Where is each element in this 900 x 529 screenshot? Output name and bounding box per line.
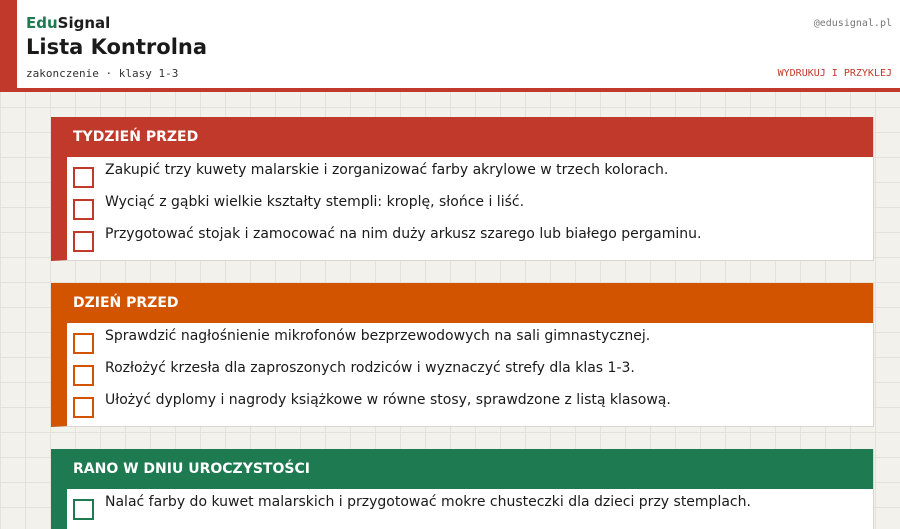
checkbox[interactable] xyxy=(73,167,94,188)
checklist-item xyxy=(67,489,873,521)
checkbox[interactable] xyxy=(73,397,94,418)
section-morning-of xyxy=(51,449,874,529)
checkbox[interactable] xyxy=(73,365,94,386)
checklist-item-text: Zakupić trzy kuwety malarskie i zorganizować farby akrylowe w trzech kolorach. xyxy=(105,162,669,178)
checkbox[interactable] xyxy=(73,333,94,354)
page-title: Lista Kontrolna xyxy=(26,35,208,59)
print-link[interactable]: WYDRUKUJ I PRZYKLEJ xyxy=(777,68,892,79)
section-title: RANO W DNIU UROCZYSTOŚCI xyxy=(67,449,873,489)
checklist-item xyxy=(67,189,873,221)
checkbox[interactable] xyxy=(73,199,94,220)
checklist-item xyxy=(67,387,873,419)
page-subtitle: zakonczenie · klasy 1-3 xyxy=(26,67,179,80)
section-title: DZIEŃ PRZED xyxy=(67,283,873,323)
brand-prefix: Edu xyxy=(26,14,58,32)
checklist-item xyxy=(67,323,873,355)
checklist-item-text: Wyciąć z gąbki wielkie kształty stempli: kroplę, słońce i liść. xyxy=(105,194,525,210)
checklist-item-text: Przygotować stojak i zamocować na nim duży arkusz szarego lub białego pergaminu. xyxy=(105,226,702,242)
social-handle: @edusignal.pl xyxy=(813,18,892,29)
brand-suffix: Signal xyxy=(57,14,111,32)
page-header xyxy=(0,0,900,92)
checklist-item-text: Sprawdzić nagłośnienie mikrofonów bezprzewodowych na sali gimnastycznej. xyxy=(105,328,651,344)
checkbox[interactable] xyxy=(73,499,94,520)
section-title: TYDZIEŃ PRZED xyxy=(67,117,873,157)
checklist-item-text: Rozłożyć krzesła dla zaproszonych rodziców i wyznaczyć strefy dla klas 1-3. xyxy=(105,360,635,376)
section-week-before xyxy=(51,117,874,261)
checkbox[interactable] xyxy=(73,231,94,252)
section-day-before xyxy=(51,283,874,427)
checklist-item xyxy=(67,355,873,387)
brand-logo xyxy=(26,14,110,32)
checklist-item xyxy=(67,157,873,189)
checklist-item-text: Ułożyć dyplomy i nagrody książkowe w równe stosy, sprawdzone z listą klasową. xyxy=(105,392,671,408)
checklist-item xyxy=(67,221,873,253)
checklist-item-text: Nalać farby do kuwet malarskich i przygotować mokre chusteczki dla dzieci przy stemplach. xyxy=(105,494,751,510)
